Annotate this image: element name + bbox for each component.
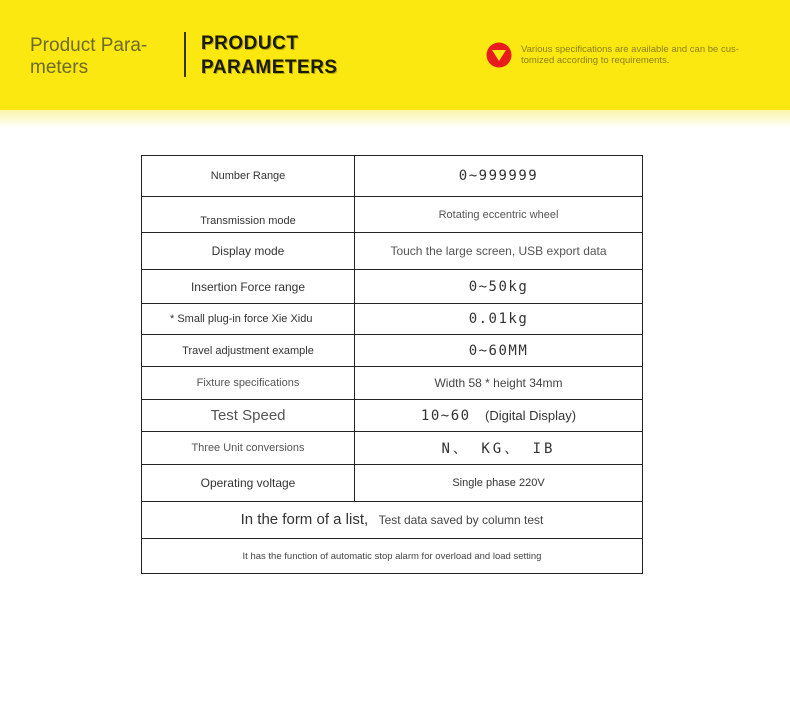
row-label: Test Speed [142,400,355,432]
list-note-text: Test data saved by column test [378,513,544,527]
row-label: Transmission mode [142,197,355,233]
customization-note: Various specifications are available and can be cus-tomized according to requirements. [521,44,739,66]
table-row [142,367,643,400]
table-row [142,400,643,432]
table-row [142,465,643,502]
row-value [355,400,643,432]
table-row-list [142,502,643,539]
table-row [142,304,643,335]
speed-range: 10~60 [420,407,471,424]
row-label: Operating voltage [142,465,355,502]
alarm-note: It has the function of automatic stop alarm for overload and load setting [142,539,643,574]
title-en-line2: PARAMETERS [201,57,338,78]
row-label: Three Unit conversions [142,432,355,465]
row-label: * Small plug-in force Xie Xidu [142,304,355,335]
row-value: Width 58 * height 34mm [355,367,643,400]
list-note-cell [142,502,643,539]
title-en-line1: PRODUCT [201,33,299,54]
table-row [142,197,643,233]
row-label: Fixture specifications [142,367,355,400]
row-value: Rotating eccentric wheel [355,197,643,233]
row-label: Travel adjustment example [142,335,355,367]
table-row-alarm [142,539,643,574]
title-divider [184,32,186,77]
row-label: Insertion Force range [142,270,355,304]
row-label: Display mode [142,233,355,270]
row-value: 0~50kg [355,270,643,304]
banner-fade [0,110,790,128]
section-title-cn: Product Para-meters [30,35,148,78]
row-label: Number Range [142,156,355,197]
row-value: Touch the large screen, USB export data [355,233,643,270]
table-row [142,270,643,304]
table-row [142,233,643,270]
shield-badge-icon [486,42,512,68]
table-row [142,432,643,465]
row-value: 0~60MM [355,335,643,367]
section-title-en [201,32,338,80]
speed-display-note: (Digital Display) [485,407,577,423]
row-value: Single phase 220V [355,465,643,502]
table-row [142,335,643,367]
row-value: 0~999999 [355,156,643,197]
row-value: N、 KG、 IB [355,432,643,465]
table-row [142,156,643,197]
parameters-table [141,155,643,574]
list-note-lead: In the form of a list, [240,511,369,528]
row-value: 0.01kg [355,304,643,335]
